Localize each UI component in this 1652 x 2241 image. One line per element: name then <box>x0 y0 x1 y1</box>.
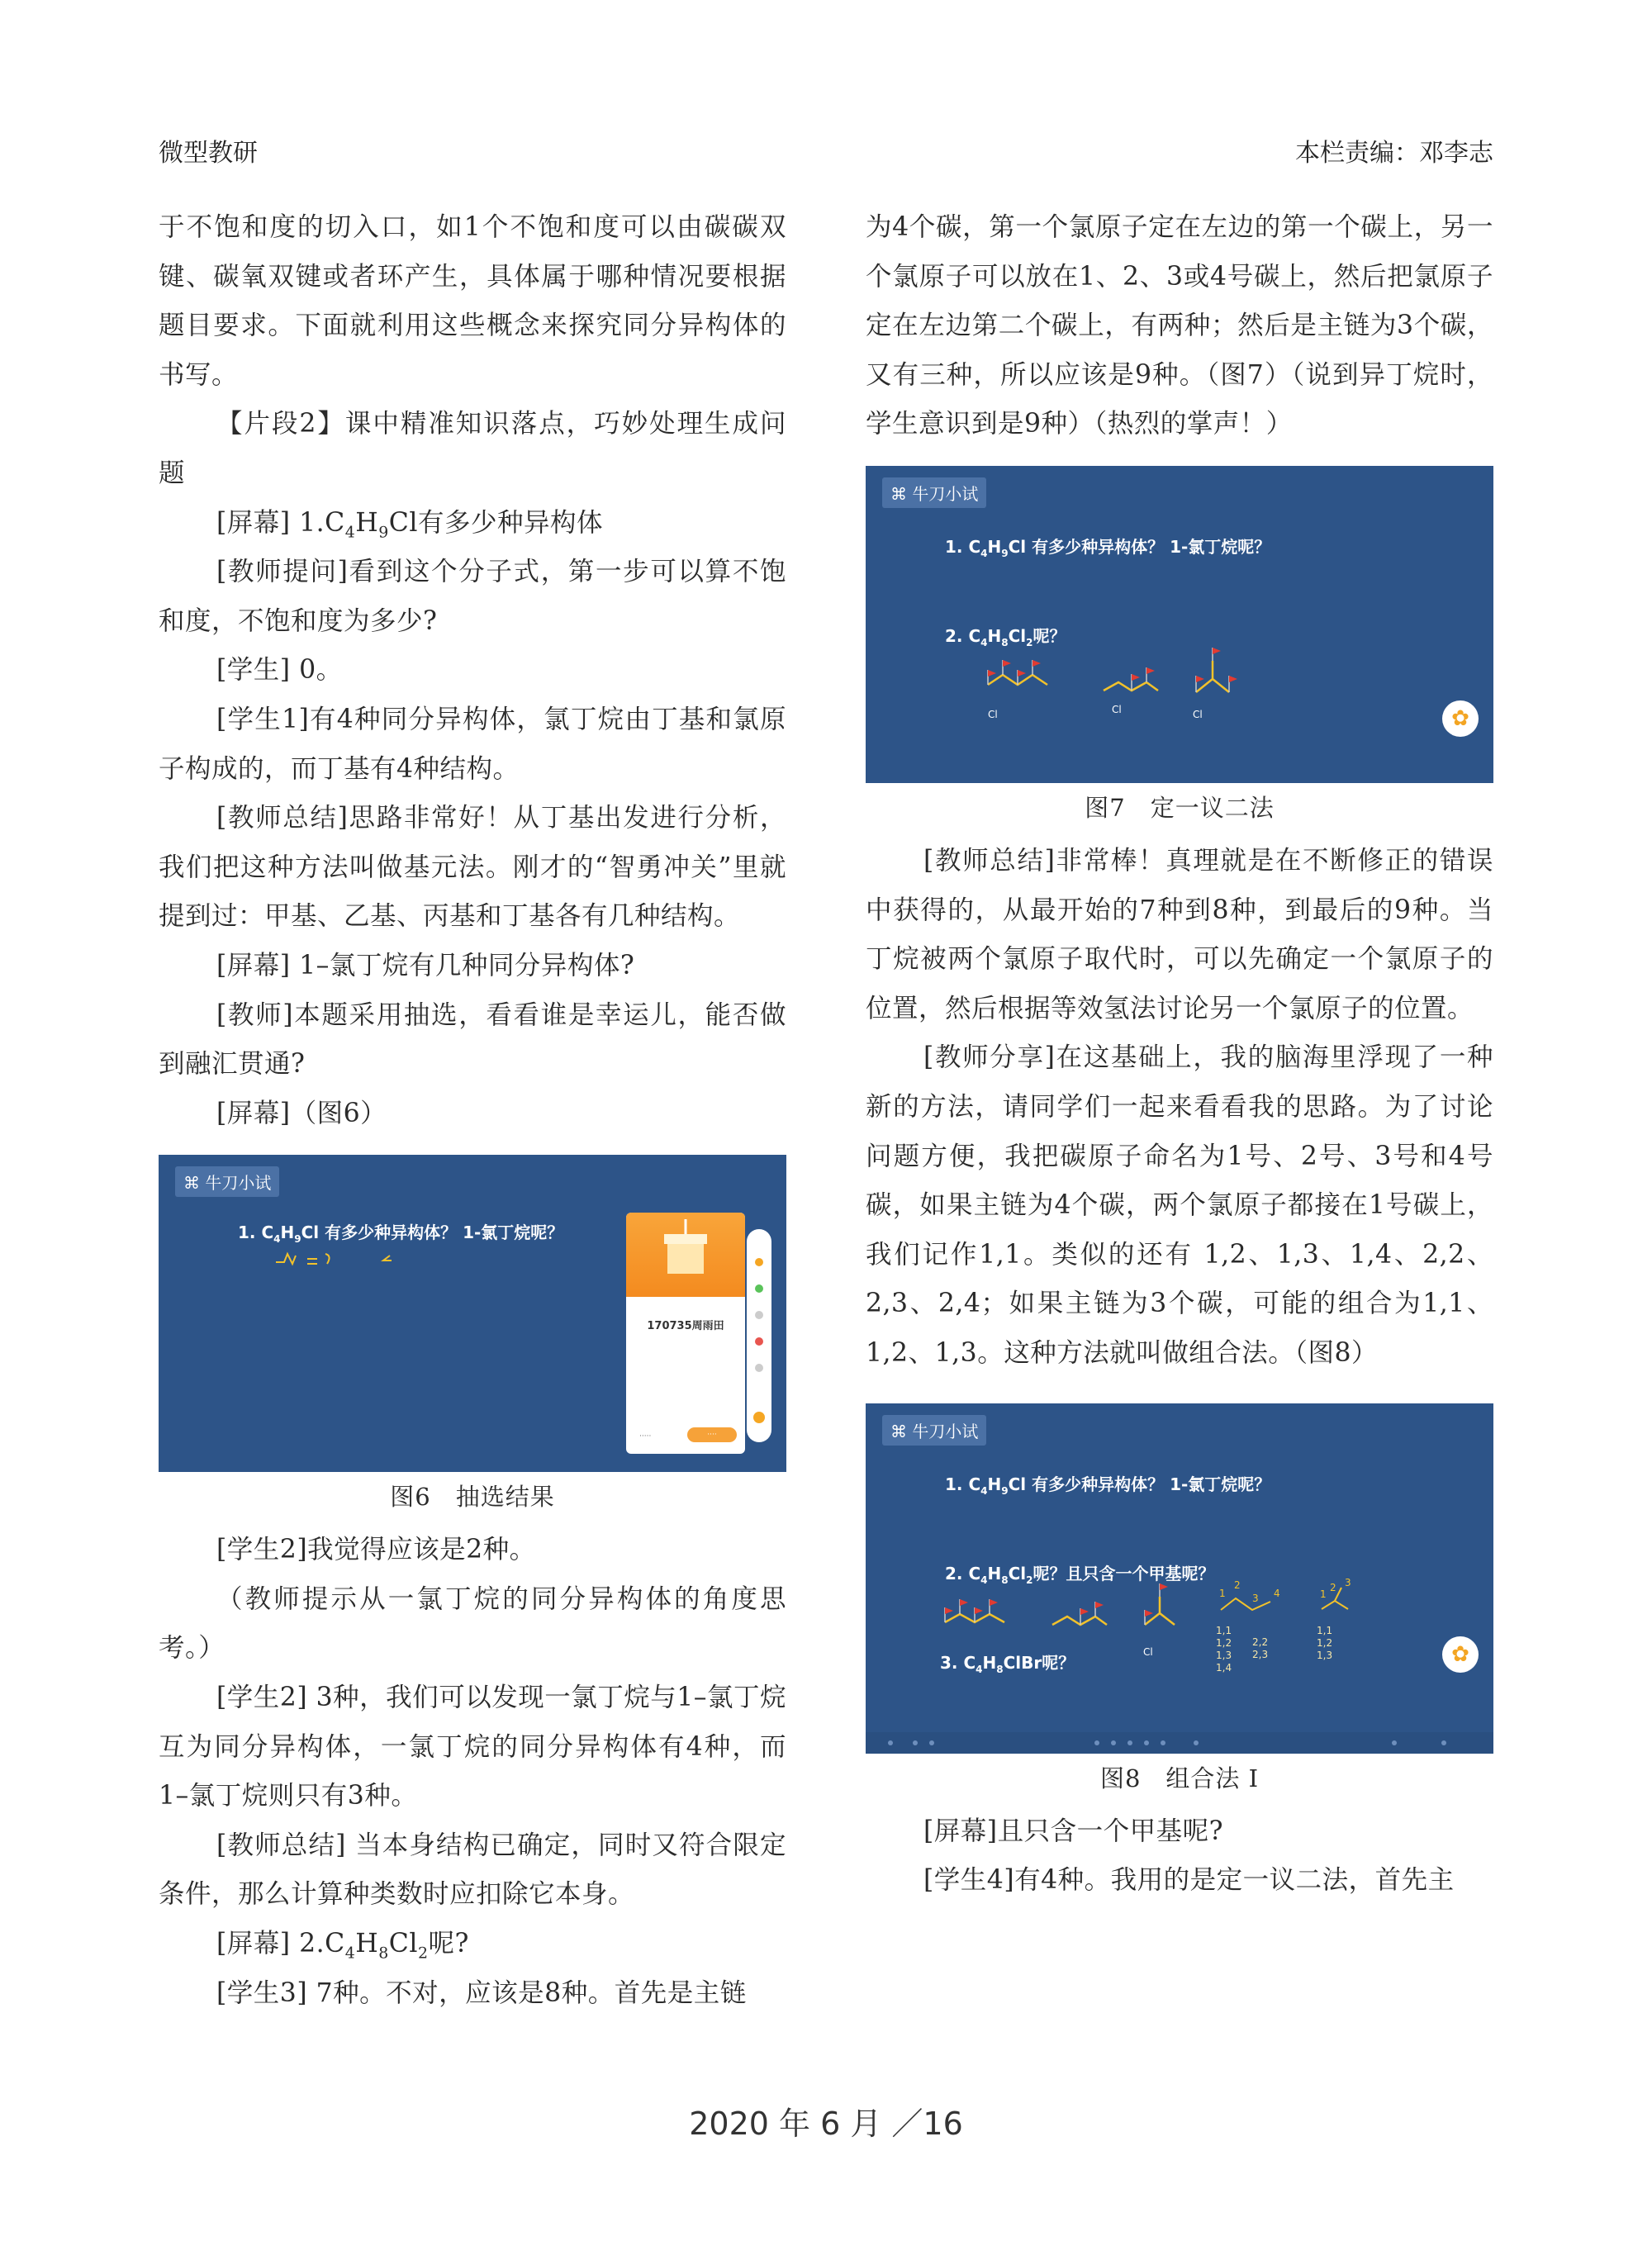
combination-list-a: 1,1 1,2 1,3 1,4 <box>1216 1624 1232 1674</box>
svg-text:1: 1 <box>1219 1587 1226 1599</box>
gift-box-illustration <box>626 1213 745 1297</box>
lottery-result-panel <box>626 1213 745 1454</box>
chain-flag-icon <box>1049 1592 1112 1635</box>
slide-question-1: 1. $C_4H_9Cl$ 有多少种异构体？ 1-氯丁烷呢？ <box>945 1474 1271 1497</box>
figure-7-caption: 图7 定一议二法 <box>1085 793 1275 822</box>
paragraph: [教师提问]看到这个分子式，第一步可以算不饱和度，不饱和度为多少? <box>159 557 786 636</box>
combination-list-b: 2,2 2,3 <box>1252 1636 1269 1660</box>
paragraph: [教师总结]思路非常好！从丁基出发进行分析，我们把这种方法叫做基元法。刚才的“智勇冲关”里就提到过：甲基、乙基、丙基和丁基各有几种结构。 <box>159 803 786 932</box>
figure-7-slide <box>866 466 1493 783</box>
paragraph: （教师提示从一氯丁烷的同分异构体的角度思考。） <box>159 1583 786 1664</box>
figure-8-slide <box>866 1403 1493 1754</box>
svg-text:3: 3 <box>1345 1576 1351 1588</box>
side-toolbar[interactable] <box>747 1229 771 1442</box>
presentation-toolbar[interactable] <box>866 1732 1493 1754</box>
slide-question-3: 3. $C_4H_8ClBr$呢？ <box>940 1652 1075 1675</box>
slide-question-2: 2. $C_4H_8Cl_2$呢？且只含一个甲基呢？ <box>945 1563 1215 1586</box>
page-footer: 2020 年 6 月 ／16 <box>689 2106 963 2142</box>
confirm-button[interactable]: ···· <box>687 1427 737 1442</box>
cl-label: Cl <box>1112 703 1122 715</box>
svg-text:2: 2 <box>1234 1579 1241 1591</box>
branched-chain-flag-icon <box>1138 1579 1188 1636</box>
cl-label: Cl <box>988 708 998 720</box>
paragraph: [屏幕] $2.C_4H_8Cl_2$呢? <box>216 1929 469 1963</box>
figure-6-caption: 图6 抽选结果 <box>390 1483 555 1512</box>
paragraph: [屏幕]（图6） <box>216 1098 387 1128</box>
paragraph: [屏幕] $1.C_4H_9Cl$有多少种异构体 <box>216 507 603 541</box>
paragraph: [教师]本题采用抽选，看看谁是幸运儿，能否做到融汇贯通? <box>159 999 786 1080</box>
svg-text:3: 3 <box>1252 1592 1259 1604</box>
slide-badge: ⌘ 牛刀小试 <box>175 1166 279 1197</box>
duck-icon[interactable]: ✿ <box>1442 1636 1479 1673</box>
slide-question-1: 1. $C_4H_9Cl$ 有多少种异构体？ 1-氯丁烷呢？ <box>945 536 1271 559</box>
paragraph: [学生] 0。 <box>216 655 343 686</box>
secondary-button[interactable]: ····· <box>639 1432 652 1441</box>
paragraph: [教师总结] 当本身结构已确定，同时又符合限定条件，那么计算种类数时应扣除它本身。 <box>159 1830 786 1910</box>
slide-question-1: 1. $C_4H_9Cl$ 有多少种异构体？ 1-氯丁烷呢？ <box>238 1223 564 1246</box>
winner-name: 170735周雨田 <box>647 1320 724 1333</box>
combination-list-c: 1,1 1,2 1,3 <box>1317 1624 1333 1661</box>
branched-number-sketch <box>1317 1573 1374 1619</box>
slide-badge: ⌘ 牛刀小试 <box>882 1415 986 1446</box>
paragraph: [屏幕] 1–氯丁烷有几种同分异构体? <box>216 950 635 980</box>
cl-label: Cl <box>1193 708 1203 720</box>
svg-text:1: 1 <box>1320 1588 1327 1600</box>
left-column <box>159 203 786 2018</box>
numbered-chain-sketch <box>1216 1577 1307 1618</box>
binoculars-icon: ⌘ <box>890 483 913 504</box>
right-column <box>866 203 1493 1906</box>
paragraph: [屏幕]且只含一个甲基呢? <box>923 1816 1223 1846</box>
svg-text:2: 2 <box>1330 1581 1336 1593</box>
branched-chain-flag-icon <box>1188 643 1246 705</box>
paragraph: 【片段2】课中精准知识落点，巧妙处理生成问题 <box>159 409 786 488</box>
butane-chain-flags-icon <box>940 1589 1023 1636</box>
figure-6-slide <box>159 1155 786 1472</box>
paragraph: [教师总结]非常棒！真理就是在不断修正的错误中获得的，从最开始的7种到8种，到最后的9种。当丁烷被两个氯原子取代时，可以先确定一个氯原子的位置，然后根据等效氢法讨论另一个氯原子的位置。 <box>866 845 1493 1023</box>
paragraph: [学生2] 3种，我们可以发现一氯丁烷与1–氯丁烷互为同分异构体，一氯丁烷的同分异构体有4种，而1–氯丁烷则只有3种。 <box>159 1683 786 1811</box>
handwriting-scribble <box>274 1247 439 1272</box>
paragraph: [教师分享]在这基础上，我的脑海里浮现了一种新的方法，请同学们一起来看看我的思路。为了讨论问题方便，我把碳原子命名为1号、2号、3号和4号碳，如果主链为4个碳，两个氯原子都接在1号碳上，我们记作1,1。类似的还有 1,2、1,3、1,4、2,2、2,3、2,4；如果主链为3个碳，可能的组合为1,1、1,2、1,3。这种方法就叫做组合法。（图8） <box>866 1042 1493 1368</box>
slide-question-2: 2. $C_4H_8Cl_2$呢？ <box>945 625 1066 648</box>
chain-flag-icon <box>1099 658 1165 707</box>
paragraph: [学生1]有4种同分异构体，氯丁烷由丁基和氯原子构成的，而丁基有4种结构。 <box>159 704 786 784</box>
column-editor: 本栏责编：邓李志 <box>1295 139 1493 168</box>
figure-8-caption: 图8 组合法 Ⅰ <box>1099 1764 1260 1792</box>
duck-icon[interactable]: ✿ <box>1442 700 1479 737</box>
binoculars-icon: ⌘ <box>890 1421 913 1441</box>
slide-badge: ⌘ 牛刀小试 <box>882 477 986 508</box>
paragraph: [学生3] 7种。不对，应该是8种。首先是主链 <box>216 1977 747 2008</box>
paragraph: 于不饱和度的切入口，如1个不饱和度可以由碳碳双键、碳氧双键或者环产生，具体属于哪种情况要根据题目要求。下面就利用这些概念来探究同分异构体的书写。 <box>159 212 786 390</box>
paragraph: [学生2]我觉得应该是2种。 <box>216 1535 536 1565</box>
binoculars-icon: ⌘ <box>183 1173 206 1194</box>
svg-text:4: 4 <box>1274 1587 1280 1599</box>
cl-label: Cl <box>1143 1645 1153 1658</box>
paragraph: [学生4]有4种。我用的是定一议二法，首先主 <box>923 1865 1455 1896</box>
paragraph: 为4个碳，第一个氯原子定在左边的第一个碳上，另一个氯原子可以放在1、2、3或4号碳上，然后把氯原子定在左边第二个碳上，有两种；然后是主链为3个碳，又有三种，所以应该是9种。（图7）（说到异丁烷时，学生意识到是9种）（热烈的掌声！） <box>866 212 1493 439</box>
section-title: 微型教研 <box>159 139 258 168</box>
butane-chain-flags-icon <box>981 652 1072 710</box>
